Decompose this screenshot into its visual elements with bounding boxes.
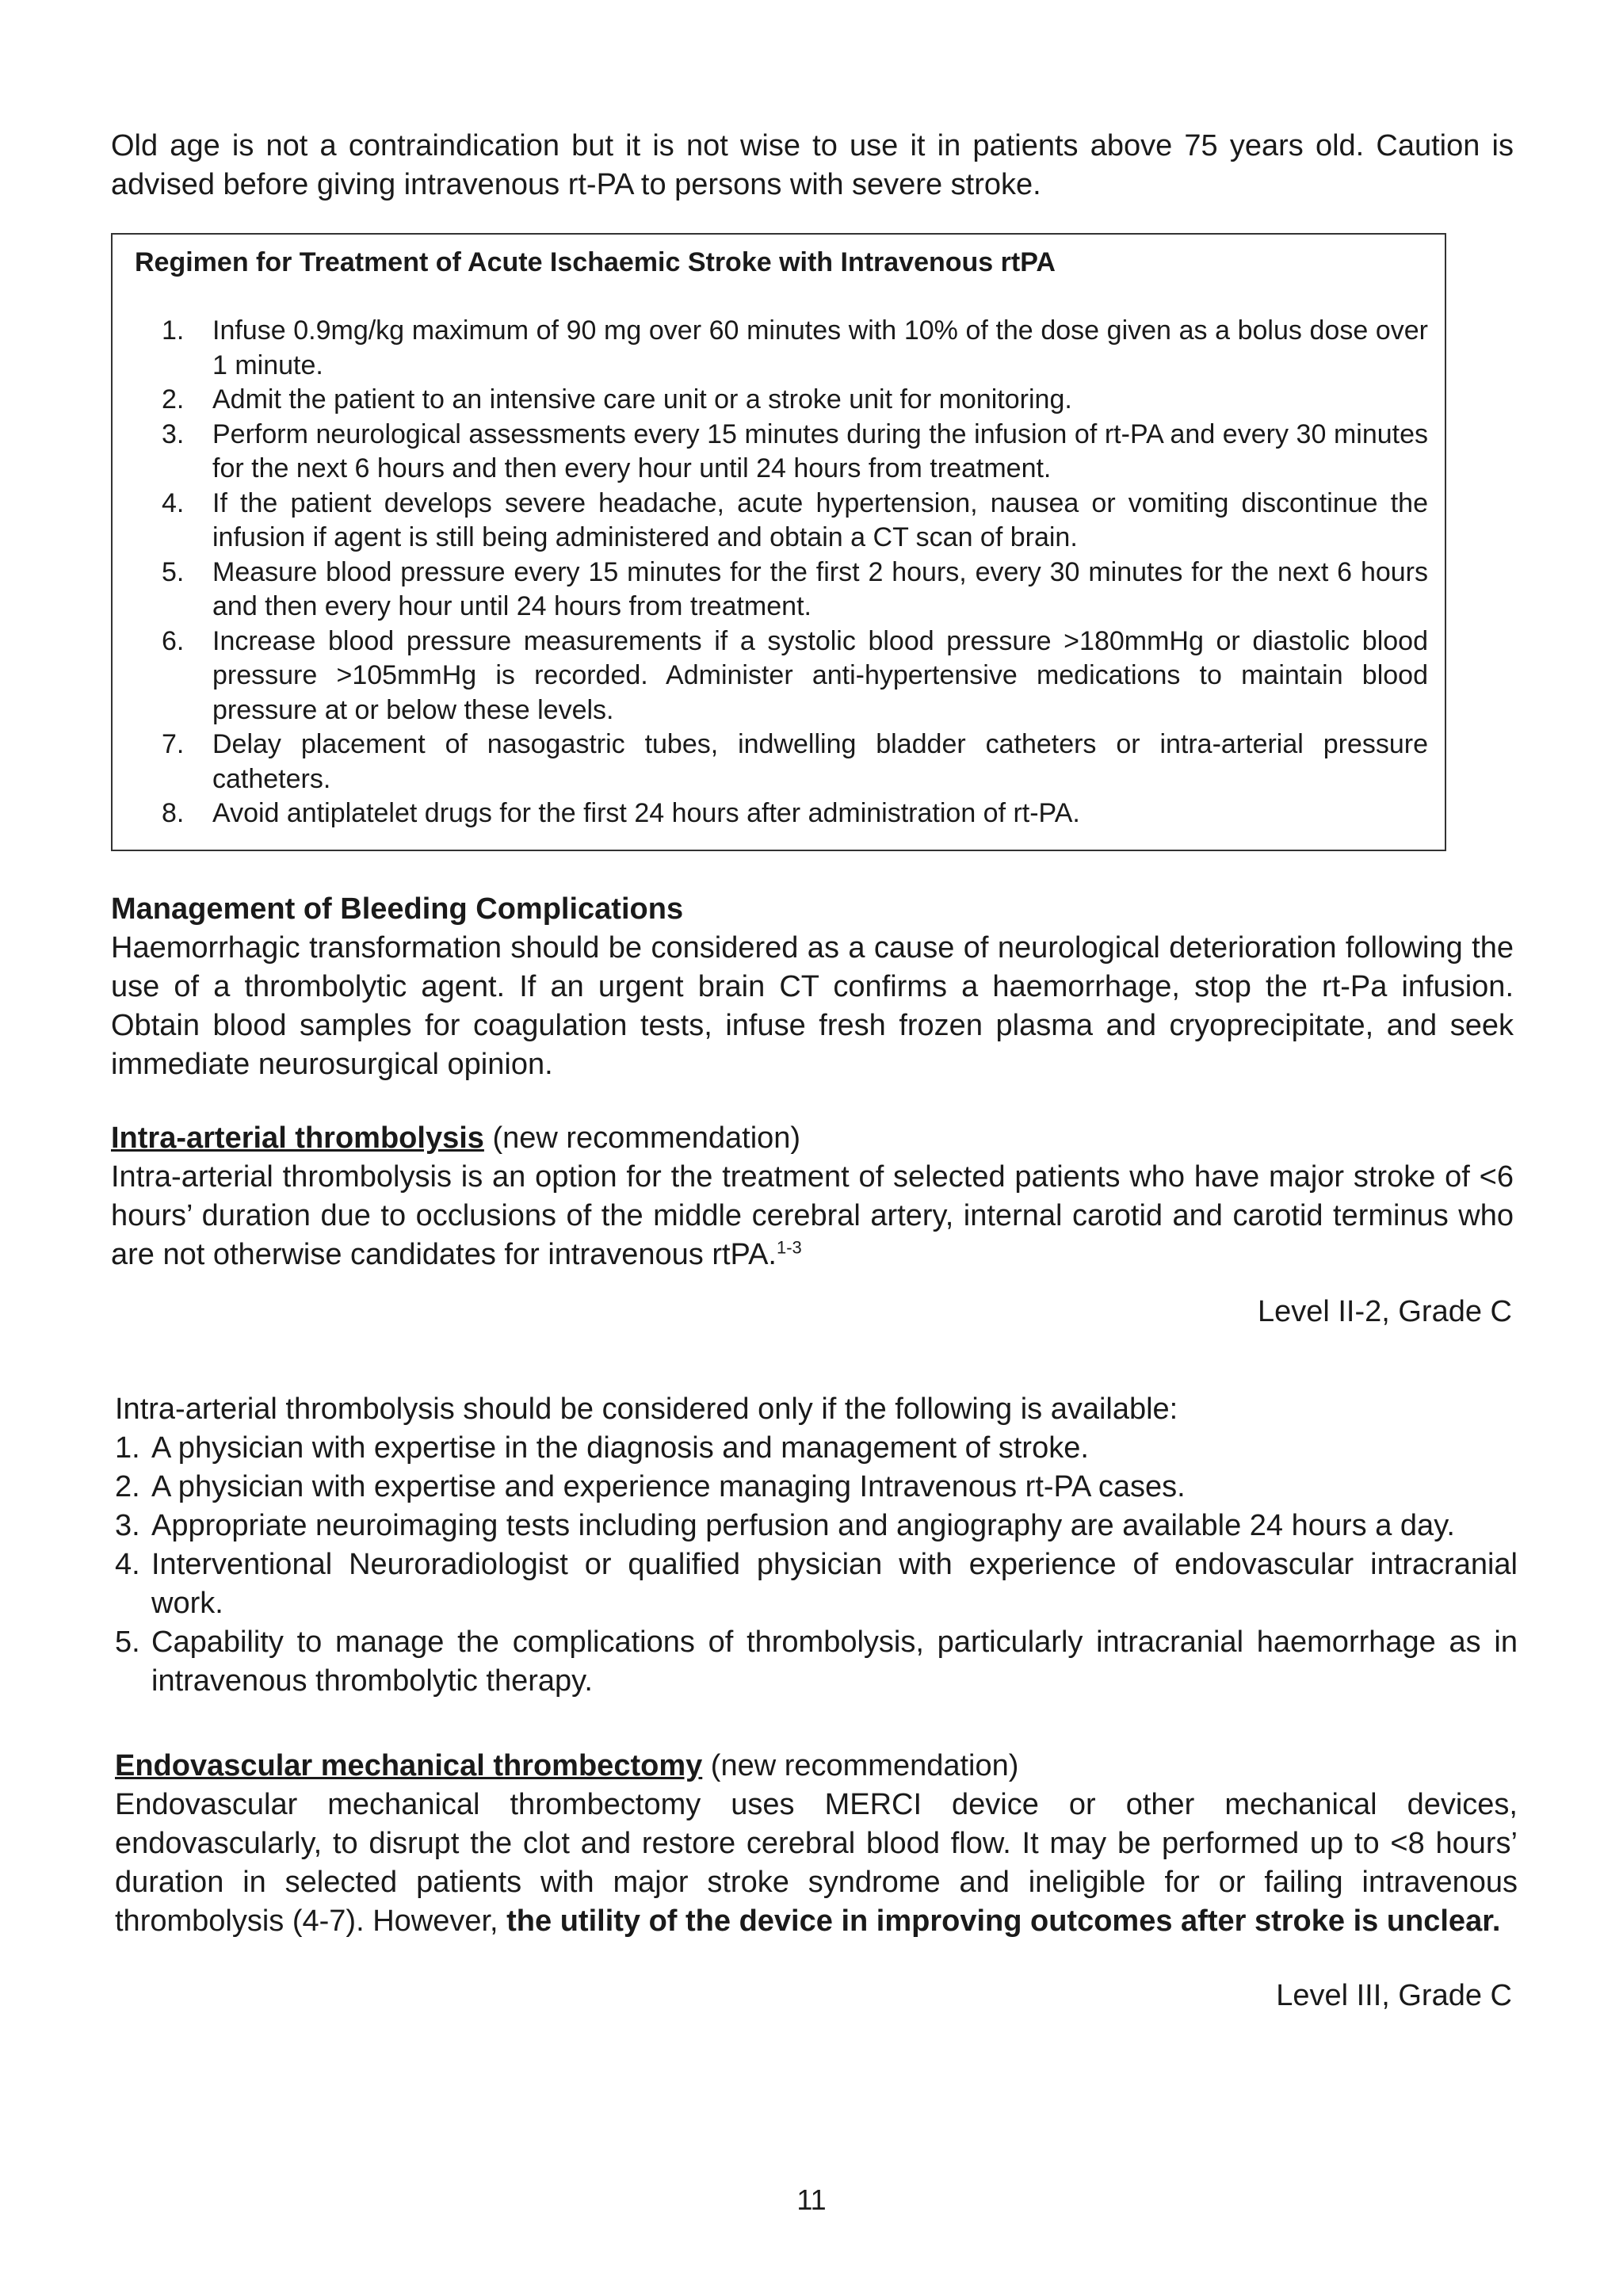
requirements-list-item-text: A physician with expertise in the diagnosis and management of stroke. [151, 1431, 1089, 1465]
bleeding-paragraph: Haemorrhagic transformation should be considered as a cause of neurological deterioration following the use of a thrombolytic agent. If an urgent brain CT confirms a haemorrhage, stop the rt-Pa infusion. Obtain blood samples for coagulation tests, infuse fresh frozen plasma and cryoprecipitate, and seek immediate neurosurgical opinion. [111, 931, 1514, 1081]
requirements-list-item-number: 1. [115, 1431, 140, 1465]
requirements-list-item-number: 4. [115, 1548, 140, 1581]
intro-paragraph: Old age is not a contraindication but it is not wise to use it in patients above 75 years old. Caution is advised before giving intravenous rt-PA to persons with severe stroke. [111, 129, 1514, 201]
intra-arterial-level: Level II-2, Grade C [1257, 1295, 1512, 1328]
regimen-title: Regimen for Treatment of Acute Ischaemic Stroke with Intravenous rtPA [135, 247, 1056, 277]
requirements-list-item [115, 1545, 1518, 1623]
regimen-list-item [113, 487, 1428, 556]
requirements-list-item-number: 2. [115, 1470, 140, 1503]
requirements-list [115, 1429, 1518, 1701]
regimen-list-item-number: 6. [162, 625, 185, 656]
regimen-list-item [113, 383, 1428, 418]
regimen-list-item-number: 7. [162, 729, 185, 759]
bleeding-heading: Management of Bleeding Complications [111, 892, 684, 926]
regimen-list-item-number: 8. [162, 798, 185, 828]
requirements-list-item [115, 1507, 1518, 1545]
regimen-list-item-text: Perform neurological assessments every 15 minutes during the infusion of rt-PA and every 30 minutes for the next 6 hours and then every hour until 24 hours from treatment. [212, 418, 1428, 483]
thrombectomy-level: Level III, Grade C [1276, 1979, 1512, 2012]
regimen-list-item-text: Avoid antiplatelet drugs for the first 24 hours after administration of rt-PA. [212, 798, 1080, 828]
regimen-list-item-text: Delay placement of nasogastric tubes, indwelling bladder catheters or intra-arterial pressure catheters. [212, 729, 1428, 794]
regimen-list-item-text: Increase blood pressure measurements if a systolic blood pressure >180mmHg or diastolic blood pressure >105mmHg is recorded. Administer anti-hypertensive medications to maintain blood pressure at or below these levels. [212, 625, 1428, 725]
regimen-list-item [113, 797, 1428, 831]
regimen-list [113, 314, 1428, 831]
thrombectomy-heading-note: (new recommendation) [702, 1749, 1019, 1782]
requirements-list-item-number: 5. [115, 1626, 140, 1659]
regimen-list-item-text: Infuse 0.9mg/kg maximum of 90 mg over 60 minutes with 10% of the dose given as a bolus dose over 1 minute. [212, 315, 1428, 380]
thrombectomy-text: Endovascular mechanical thrombectomy uses MERCI device or other mechanical devices, endovascularly, to disrupt the clot and restore cerebral blood flow. It may be performed up to <8 hours’ duration in selected patients with major stroke syndrome and ineligible for or failing intravenous thrombolysis (4-7). However, [115, 1788, 1518, 1938]
requirements-list-item [115, 1623, 1518, 1701]
regimen-list-item-number: 3. [162, 418, 185, 449]
requirements-intro: Intra-arterial thrombolysis should be considered only if the following is available: [115, 1392, 1178, 1426]
intra-arterial-text: Intra-arterial thrombolysis is an option for the treatment of selected patients who have major stroke of <6 hours’ duration due to occlusions of the middle cerebral artery, internal carotid and carotid terminus who are not otherwise candidates for intravenous rtPA. [111, 1160, 1514, 1271]
requirements-list-item [115, 1429, 1518, 1468]
intra-arterial-heading-note: (new recommendation) [483, 1121, 801, 1155]
intra-arterial-reference: 1-3 [776, 1237, 802, 1258]
regimen-list-item [113, 314, 1428, 383]
regimen-list-item-number: 4. [162, 487, 185, 518]
requirements-list-item-text: Interventional Neuroradiologist or qualified physician with experience of endovascular intracranial work. [151, 1548, 1518, 1620]
requirements-list-item-text: Capability to manage the complications of thrombolysis, particularly intracranial haemorrhage as in intravenous thrombolytic therapy. [151, 1626, 1518, 1698]
requirements-list-item-number: 3. [115, 1509, 140, 1542]
intra-arterial-heading-line [111, 1119, 1514, 1158]
thrombectomy-heading-line [115, 1747, 1518, 1786]
requirements-list-item-text: Appropriate neuroimaging tests including perfusion and angiography are available 24 hours a day. [151, 1509, 1455, 1542]
regimen-list-item-number: 2. [162, 384, 185, 415]
regimen-list-item [113, 556, 1428, 625]
thrombectomy-bold-text: the utility of the device in improving outcomes after stroke is unclear. [506, 1904, 1501, 1938]
thrombectomy-heading: Endovascular mechanical thrombectomy [115, 1749, 703, 1782]
requirements-list-item [115, 1468, 1518, 1507]
regimen-list-item-text: Admit the patient to an intensive care unit or a stroke unit for monitoring. [212, 384, 1072, 415]
regimen-list-item-number: 5. [162, 556, 185, 587]
regimen-list-item [113, 728, 1428, 797]
page-number: 11 [796, 2183, 827, 2216]
intra-arterial-heading: Intra-arterial thrombolysis [111, 1121, 484, 1155]
regimen-list-item [113, 625, 1428, 728]
requirements-list-item-text: A physician with expertise and experience managing Intravenous rt-PA cases. [151, 1470, 1186, 1503]
regimen-list-item-text: If the patient develops severe headache, acute hypertension, nausea or vomiting discontinue the infusion if agent is still being administered and obtain a CT scan of brain. [212, 487, 1428, 552]
regimen-list-item-number: 1. [162, 315, 185, 346]
regimen-list-item [113, 418, 1428, 487]
intra-arterial-paragraph [111, 1158, 1514, 1274]
regimen-box [111, 233, 1446, 851]
thrombectomy-paragraph [115, 1786, 1518, 1941]
regimen-list-item-text: Measure blood pressure every 15 minutes for the first 2 hours, every 30 minutes for the next 6 hours and then every hour until 24 hours from treatment. [212, 556, 1428, 621]
